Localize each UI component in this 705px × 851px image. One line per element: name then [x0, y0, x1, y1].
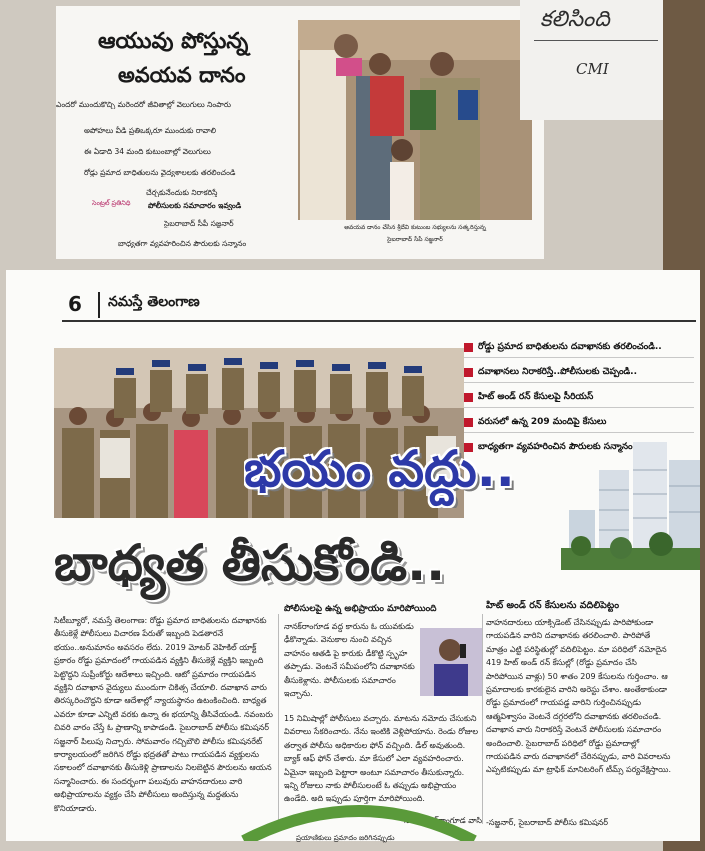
highlight-item: [464, 338, 694, 358]
column-1-text: సిటీబ్యూరో, నమస్తే తెలంగాణ: రోడ్డు ప్రమాద బాధితులను దవాఖానకు తీసుకెళ్లే పోలీసులు విచారణ పేరుతో ఇబ్బంది పెడతారనే భయం..అనుమానం అవసరం లేదు. 2019 మోటర్ వెహికిల్ యాక్ట్ ప్రకారం రోడ్డు ప్రమాదంలో గాయపడిన వ్యక్తిని తీసుకెళ్లే వ్యక్తిని ఇబ్బంది పెట్టొద్దని సుప్రీంకోర్టు ఆదేశాలు ఇచ్చింది. ఆటో ప్రమాదం గాయపడిన వ్యక్తిని దవాఖాన వైద్యులు ముందుగా చికిత్స చేయాలి. దవాఖాన వారు తిరస్కరించొద్దని కూడా ఆదేశాల్లో న్యాయస్థానం ఉటంకించింది. బాధ్యత ఎవరూ కూడా ఎన్నిటి వరకు ఉన్నా ఈ భయాన్ని తీసివేయండి. నవంబరు చివరి వారం చేస్తే ఓ ప్రాణాన్ని కాపాడండి. సైబరాబాద్ పోలీసు కమిషనర్ సజ్జనార్ పిలుపు నిచ్చారు. సోమవారం గచ్చిబౌలి పోలీసు కమిషనరేట్ కార్యాలయంలో జరిగిన రోడ్డు భద్రతతో పాటు గాయపడిన వ్యక్తులను సకాలంలో దవాఖానకు తీసుకెళ్లి ప్రాణాలను నిలబెట్టిన పౌరులను ఆయన సన్మానించారు. ఈ సందర్భంగా పలువురు వాహనదారులు వారి అభిప్రాయాలను వ్యక్తం చేసి పోలీసులు అందిస్తున్న మద్దతును కొనియాడారు.: [54, 616, 273, 813]
top-photo-caption-line2: సైబరాబాద్ సీపీ సజ్జనార్: [387, 236, 443, 243]
column-2-text-bottom: 15 నిమిషాల్లో పోలీసులు వచ్చారు. మాటను నమోదు చేసుకుని వివరాలు సేకరించారు. నేను ఇంటికి వెళ్లిపోయాను. రెండు రోజుల తర్వాత పోలీసు అధికారుల ఫోన్ వచ్చింది. డీల్ అవుతుంది. బ్యాక్ ఆఫ్ ఫోన్ చేశారు. మా కేసులో ఎలా వ్యవహరించారు. ఏమైనా ఇబ్బంది పెట్టారా అంటూ సమాచారం తీసుకున్నారు. ఇన్ని రోజులు నాకు పోలీసులంటే ఓ తప్పుడు అభిప్రాయం ఉండేది. అది ఇప్పుడు పూర్తిగా మారిపోయింది.: [284, 714, 479, 804]
column-3-signature: -సజ్జనార్, సైబరాబాద్ పోలీసు కమిషనర్: [486, 818, 609, 827]
handwritten-note: [520, 0, 663, 120]
highlight-text: రోడ్డు ప్రమాద బాధితులను దవాఖానకు తరలించండి..: [478, 341, 662, 352]
organ-donation-photo: [298, 20, 532, 220]
headline-line1: భయం వద్దు..: [244, 440, 515, 498]
column-divider: [482, 614, 483, 824]
top-byline: సెంట్రల్ ప్రతినిధి: [92, 199, 131, 207]
newspaper-page: [6, 270, 700, 841]
handwritten-mark: CMI: [576, 60, 609, 78]
column-3-text: వాహనదారులు యాక్సిడెంట్ చేసినప్పుడు పారిపోకుండా గాయపడిన వారిని దవాఖానకు తరలించాలి. పారిపోతే మాత్రం ఎట్టి పరిస్థితుల్లో వదిలిపెట్టం. మా పరిధిలో నమోదైన 419 హిట్ అండ్ రన్ కేసుల్లో (రోడ్డు ప్రమాదం చేసి పారిపోయిన వాళ్లు) 50 శాతం 209 కేసులను గుర్తించాం. ఆ ప్రమాదాలకు కారకులైన వారిని అరెస్టు చేశాం. అంతేకాకుండా రోడ్డు ప్రమాదంలో గాయపడ్డ వారిని గుర్తించినప్పుడు ఆత్మవిశ్వాసం వెంటనే దగ్గరలోని దవాఖానకు తరలించండి. దవాఖాన వారు నిరాకరిస్తే వెంటనే పోలీసులకు సమాచారం అందించాలి. సైబరాబాద్ పరిధిలో రోడ్డు ప్రమాదాల్లో గాయపడిన వారు దవాఖానలో చేరినప్పుడు, వారి వివరాలను ఎప్పటికప్పుడు మా ట్రాఫిక్ మానిటరింగ్ టీమ్స్ పర్యవేక్షిస్తాయి.: [486, 618, 671, 775]
top-body-line: సైబరాబాద్ సీపీ సజ్జనార్: [164, 219, 234, 228]
masthead-divider: [98, 292, 100, 318]
top-body-line: ఈ ఏడాది 34 మంది కుటుంబాల్లో వెలుగులు: [84, 147, 211, 156]
handwritten-word: కలిసింది: [540, 7, 610, 32]
column-3-subhead: హిట్ అండ్ రన్ కేసులను వదిలిపెట్టం: [486, 600, 620, 611]
column-2-bottom-note: ప్రయాణికులు ప్రమాదం జరిగినప్పుడు: [296, 834, 395, 842]
top-clipping: [56, 6, 544, 259]
top-body-line: అపోహలు వీడి ప్రతిఒక్కరూ ముందుకు రావాలి: [84, 126, 217, 135]
top-photo-caption-line1: అవయవ దానం చేసిన శ్రీదేవి కుటుంబ సభ్యులను సత్కరిస్తున్న: [344, 224, 486, 231]
highlight-text: బాధ్యతగా వ్యవహరించిన పౌరులకు సన్మానం: [478, 441, 633, 452]
top-body-line: పోలీసులకు సమాచారం ఇవ్వండి: [148, 201, 242, 210]
highlight-text: వరుసలో ఉన్న 209 మందిపై కేసులు: [478, 416, 607, 427]
column-2-subhead: పోలీసులపై ఉన్న అభిప్రాయం మారిపోయింది: [284, 604, 437, 614]
masthead-rule: [62, 320, 696, 322]
page-number: 6: [68, 292, 82, 316]
column-divider: [278, 614, 279, 824]
highlight-text: దవాఖానలు నిరాకరిస్తే..పోలీసులకు చెప్పండి..: [478, 366, 638, 377]
top-headline-line1: ఆయువు పోస్తున్న: [98, 29, 249, 54]
column-2-text-top: నానక్‌రాంగూడ వద్ద కారును ఓ యువకుడు ఢీకొన్నాడు. వెనుకాల నుంచి వచ్చిన వాహనం ఆతడి పై కారుకు డీకొట్టి స్పృహ తప్పాడు. వెంటనే సమీపంలోని దవాఖానకు తీసుకెళ్లాను. పోలీసులకు సమాచారం ఇచ్చాను.: [284, 622, 415, 699]
highlight-text: హిట్ అండ్ రన్ కేసులపై సీరియస్: [478, 391, 594, 402]
column-2-signature: -నీల్, నానక్‌రాంగూడ వాసి: [401, 816, 482, 825]
top-body-line: ఎందరో ముందుకొచ్చి మరెందరో జీవితాల్లో వెలుగులు నింపారు: [56, 100, 231, 109]
headline-line2: బాధ్యత తీసుకోండి..: [54, 534, 446, 592]
handwritten-underline: [534, 40, 658, 41]
city-buildings-illustration: [561, 430, 700, 570]
citizen-photo: [420, 628, 482, 696]
top-body-line: చేర్చకునేందుకు నిరాకరిస్తే: [146, 188, 218, 197]
top-headline-line2: అవయవ దానం: [118, 63, 246, 87]
masthead-title: నమస్తే తెలంగాణ: [108, 294, 200, 310]
highlight-item: [464, 363, 694, 383]
highlight-item: [464, 388, 694, 408]
green-arc-decoration: [234, 796, 484, 841]
top-body-line: బాధ్యతగా వ్యవహరించిన పౌరులకు సన్మానం: [118, 239, 247, 248]
top-body-line: రోడ్డు ప్రమాద బాధితులను వైద్యశాలలకు తరలించండి: [84, 168, 236, 177]
